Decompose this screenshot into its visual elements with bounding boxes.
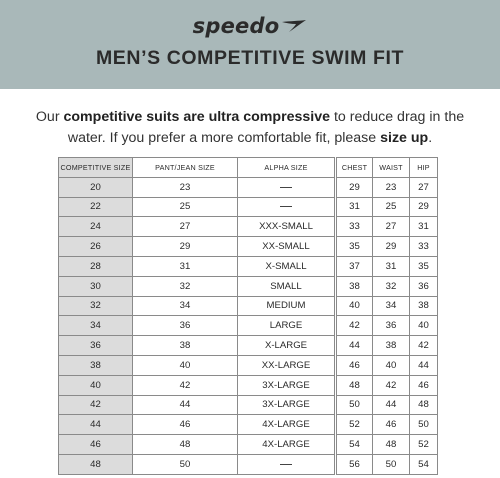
brand-logo <box>0 14 500 38</box>
cell-chest: 48 <box>336 375 373 395</box>
cell-alpha-size: X-SMALL <box>238 256 336 276</box>
dash-mark <box>280 187 292 188</box>
table-row <box>59 296 438 316</box>
size-chart-table <box>58 157 438 475</box>
cell-waist: 50 <box>373 454 410 474</box>
cell-chest: 29 <box>336 177 373 197</box>
cell-hip: 52 <box>410 435 438 455</box>
table-row <box>59 454 438 474</box>
intro-emphasis: competitive suits are ultra compressive <box>63 109 331 125</box>
column-header-alpha-size: ALPHA SIZE <box>238 158 336 178</box>
cell-competitive-size: 46 <box>59 435 133 455</box>
cell-alpha-size: XX-SMALL <box>238 237 336 257</box>
cell-pant-jean-size: 32 <box>133 276 238 296</box>
table-row <box>59 395 438 415</box>
dash-mark <box>280 464 292 465</box>
cell-chest: 42 <box>336 316 373 336</box>
table-row <box>59 276 438 296</box>
cell-hip: 42 <box>410 336 438 356</box>
dash-mark <box>280 206 292 207</box>
cell-pant-jean-size: 46 <box>133 415 238 435</box>
cell-chest: 35 <box>336 237 373 257</box>
cell-competitive-size: 34 <box>59 316 133 336</box>
table-row <box>59 375 438 395</box>
cell-waist: 32 <box>373 276 410 296</box>
speedo-boomerang-icon <box>281 19 307 33</box>
cell-waist: 31 <box>373 256 410 276</box>
column-header-waist: WAIST <box>373 158 410 178</box>
cell-alpha-size: 4X-LARGE <box>238 415 336 435</box>
cell-chest: 56 <box>336 454 373 474</box>
cell-pant-jean-size: 42 <box>133 375 238 395</box>
intro-text-part: Our <box>35 109 64 125</box>
table-header-row <box>59 158 438 178</box>
table-row <box>59 415 438 435</box>
column-header-competitive-size: COMPETITIVE SIZE <box>59 158 133 178</box>
table-row <box>59 435 438 455</box>
cell-hip: 31 <box>410 217 438 237</box>
cell-competitive-size: 38 <box>59 355 133 375</box>
intro-text <box>20 107 480 149</box>
page-title: MEN’S COMPETITIVE SWIM FIT <box>95 47 405 69</box>
cell-chest: 50 <box>336 395 373 415</box>
table-row <box>59 177 438 197</box>
cell-competitive-size: 24 <box>59 217 133 237</box>
cell-hip: 35 <box>410 256 438 276</box>
table-row <box>59 237 438 257</box>
cell-alpha-size: 3X-LARGE <box>238 375 336 395</box>
cell-hip: 29 <box>410 197 438 217</box>
cell-alpha-size <box>238 177 336 197</box>
table-row <box>59 197 438 217</box>
table-row <box>59 336 438 356</box>
cell-pant-jean-size: 34 <box>133 296 238 316</box>
cell-competitive-size: 48 <box>59 454 133 474</box>
cell-pant-jean-size: 38 <box>133 336 238 356</box>
cell-waist: 29 <box>373 237 410 257</box>
cell-alpha-size: XXX-SMALL <box>238 217 336 237</box>
cell-waist: 36 <box>373 316 410 336</box>
column-header-chest: CHEST <box>336 158 373 178</box>
cell-pant-jean-size: 27 <box>133 217 238 237</box>
table-row <box>59 256 438 276</box>
cell-alpha-size: XX-LARGE <box>238 355 336 375</box>
cell-waist: 46 <box>373 415 410 435</box>
cell-chest: 37 <box>336 256 373 276</box>
cell-alpha-size: LARGE <box>238 316 336 336</box>
cell-chest: 33 <box>336 217 373 237</box>
cell-hip: 40 <box>410 316 438 336</box>
cell-alpha-size: 3X-LARGE <box>238 395 336 415</box>
cell-pant-jean-size: 36 <box>133 316 238 336</box>
cell-competitive-size: 26 <box>59 237 133 257</box>
column-header-pant-jean-size: PANT/JEAN SIZE <box>133 158 238 178</box>
cell-pant-jean-size: 50 <box>133 454 238 474</box>
cell-hip: 38 <box>410 296 438 316</box>
cell-competitive-size: 32 <box>59 296 133 316</box>
cell-hip: 48 <box>410 395 438 415</box>
column-header-hip: HIP <box>410 158 438 178</box>
table-row <box>59 355 438 375</box>
cell-alpha-size <box>238 454 336 474</box>
cell-chest: 31 <box>336 197 373 217</box>
cell-waist: 48 <box>373 435 410 455</box>
header-banner <box>0 0 500 89</box>
cell-competitive-size: 44 <box>59 415 133 435</box>
cell-pant-jean-size: 44 <box>133 395 238 415</box>
cell-alpha-size <box>238 197 336 217</box>
cell-hip: 50 <box>410 415 438 435</box>
cell-competitive-size: 36 <box>59 336 133 356</box>
cell-hip: 36 <box>410 276 438 296</box>
cell-waist: 44 <box>373 395 410 415</box>
intro-text-part: to reduce drag in the water. If you prefer a more comfortable fit, please <box>67 109 465 146</box>
cell-competitive-size: 28 <box>59 256 133 276</box>
cell-hip: 44 <box>410 355 438 375</box>
table-body <box>59 177 438 474</box>
cell-pant-jean-size: 31 <box>133 256 238 276</box>
table-row <box>59 316 438 336</box>
cell-pant-jean-size: 48 <box>133 435 238 455</box>
cell-waist: 40 <box>373 355 410 375</box>
cell-competitive-size: 30 <box>59 276 133 296</box>
cell-alpha-size: MEDIUM <box>238 296 336 316</box>
cell-waist: 27 <box>373 217 410 237</box>
intro-text-part: . <box>428 130 433 146</box>
cell-waist: 34 <box>373 296 410 316</box>
cell-competitive-size: 42 <box>59 395 133 415</box>
cell-competitive-size: 20 <box>59 177 133 197</box>
cell-chest: 52 <box>336 415 373 435</box>
table-row <box>59 217 438 237</box>
cell-chest: 54 <box>336 435 373 455</box>
cell-hip: 33 <box>410 237 438 257</box>
cell-pant-jean-size: 25 <box>133 197 238 217</box>
intro-emphasis: size up <box>380 130 429 146</box>
cell-chest: 46 <box>336 355 373 375</box>
cell-pant-jean-size: 23 <box>133 177 238 197</box>
cell-waist: 42 <box>373 375 410 395</box>
cell-chest: 44 <box>336 336 373 356</box>
cell-pant-jean-size: 40 <box>133 355 238 375</box>
cell-waist: 23 <box>373 177 410 197</box>
cell-pant-jean-size: 29 <box>133 237 238 257</box>
cell-alpha-size: X-LARGE <box>238 336 336 356</box>
cell-chest: 40 <box>336 296 373 316</box>
brand-name: speedo <box>192 14 280 38</box>
cell-alpha-size: SMALL <box>238 276 336 296</box>
cell-waist: 38 <box>373 336 410 356</box>
cell-competitive-size: 22 <box>59 197 133 217</box>
cell-hip: 54 <box>410 454 438 474</box>
cell-chest: 38 <box>336 276 373 296</box>
cell-hip: 27 <box>410 177 438 197</box>
cell-alpha-size: 4X-LARGE <box>238 435 336 455</box>
cell-waist: 25 <box>373 197 410 217</box>
cell-hip: 46 <box>410 375 438 395</box>
cell-competitive-size: 40 <box>59 375 133 395</box>
